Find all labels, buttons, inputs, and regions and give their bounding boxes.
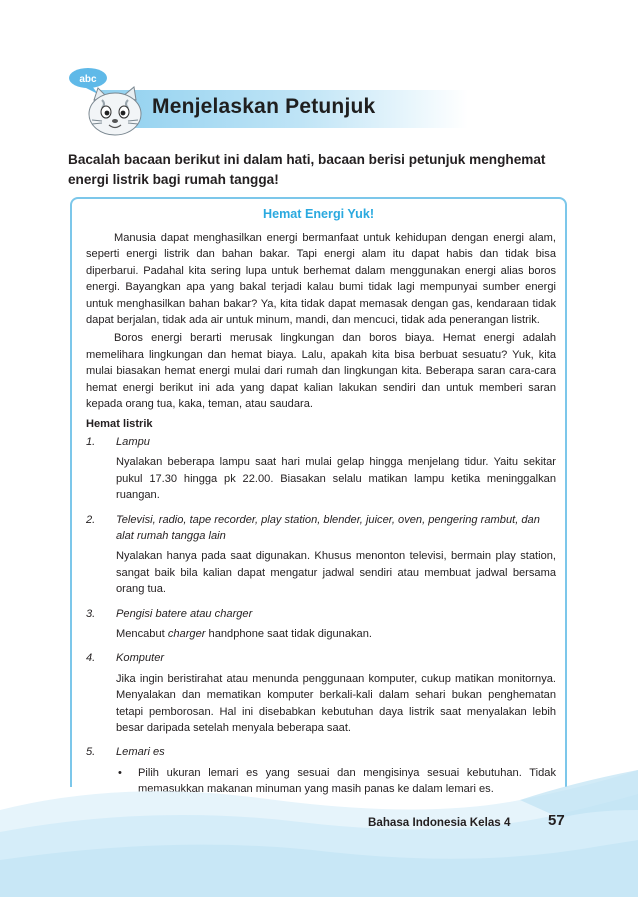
item-title: Lemari es (116, 746, 165, 759)
item-title: Televisi, radio, tape recorder, play station, blender, juicer, oven, pengering rambut, dan alat rumah tangga lain (116, 513, 540, 542)
item-title: Komputer (116, 652, 165, 665)
speech-bubble-icon (69, 68, 107, 94)
page-number: 57 (548, 812, 565, 829)
item-description: Nyalakan hanya pada saat digunakan. Khusus menonton televisi, bermain play station, sangat baik bila kalian dapat mengatur jadwal sendiri atau membuat jadwal bersama orang tua. (116, 550, 556, 596)
item-description-italic: charger (167, 627, 206, 640)
bullet-text: Pilih ukuran lemari es yang sesuai dan mengisinya sesuai kebutuhan. Tidak memasukkan makanan minuman yang masih panas ke dalam lemari es. (138, 766, 556, 796)
section-heading: Hemat listrik (86, 418, 153, 431)
item-title: Pengisi batere atau charger (116, 607, 253, 620)
item-description (116, 626, 556, 642)
item-description: Jika ingin beristirahat atau menunda penggunaan komputer, cukup matikan monitornya. Menyalakan dan mematikan komputer berkali-kali dalam sehari bukan penghematan tetapi pemborosan. Hal ini disebabkan kebutuhan daya listrik saat menyalakan lebih besar daripada setelah menyala beberapa saat. (116, 672, 556, 734)
item-number: 1. (86, 435, 96, 448)
item-description-text: handphone saat tidak digunakan. (205, 627, 372, 640)
reading-content (86, 230, 556, 798)
reading-paragraph: Boros energi berarti merusak lingkungan dan boros biaya. Hemat energi adalah memelihara lingkungan dan hemat biaya. Lalu, apakah kita bisa berbuat sesuatu? Yuk, kita mulai biasakan hemat energi mulai dari rumah dan lingkungan kita. Beberapa saran cara-cara hemat energi berikut ini ada yang dapat kalian lakukan sendiri dan untuk memberi saran kepada orang tua, kaka, teman, atau saudara. (86, 332, 556, 411)
list-item (86, 434, 556, 504)
list-item (86, 512, 556, 598)
reading-title: Hemat Energi Yuk! (262, 207, 375, 221)
item-number: 4. (86, 652, 96, 665)
bullet-icon: • (118, 766, 122, 779)
cat-mascot-icon (62, 66, 154, 138)
item-description: Nyalakan beberapa lampu saat hari mulai gelap hingga menjelang tidur. Yaitu sekitar pukul 17.30 hingga pk 22.00. Biasakan selalu matikan lampu ketika meninggalkan ruangan. (116, 456, 556, 502)
reading-paragraph: Manusia dapat menghasilkan energi bermanfaat untuk kehidupan dengan energi alam, seperti energi listrik dan bahan bakar. Tapi energi alam itu dapat habis dan tidak bisa diperbarui. Padahal kita sering lupa untuk berhemat dalam menggunakan energi alias boros energi. Bayangkan apa yang bakal terjadi kalau bumi tidak lagi mempunyai sumber energi untuk menghasilkan bahan bakar? Ya, kita tidak dapat memasak dengan gas, kendaraan tidak dapat berjalan, tidak ada air untuk minum, mandi, dan mencuci, tidak ada penerangan listrik. (86, 232, 556, 327)
footer-book-title: Bahasa Indonesia Kelas 4 (368, 816, 511, 829)
page-title: Menjelaskan Petunjuk (152, 95, 376, 118)
instruction-text: Bacalah bacaan berikut ini dalam hati, bacaan berisi petunjuk menghemat energi listrik bagi rumah tangga! (68, 152, 546, 187)
item-title: Lampu (116, 435, 150, 448)
list-item (86, 650, 556, 736)
footer-wave-decoration (0, 770, 638, 897)
item-number: 3. (86, 607, 96, 620)
item-number: 2. (86, 513, 96, 526)
item-description-text: Mencabut (116, 627, 168, 640)
item-number: 5. (86, 746, 96, 759)
list-item (86, 606, 556, 643)
badge-label: abc (79, 74, 97, 85)
